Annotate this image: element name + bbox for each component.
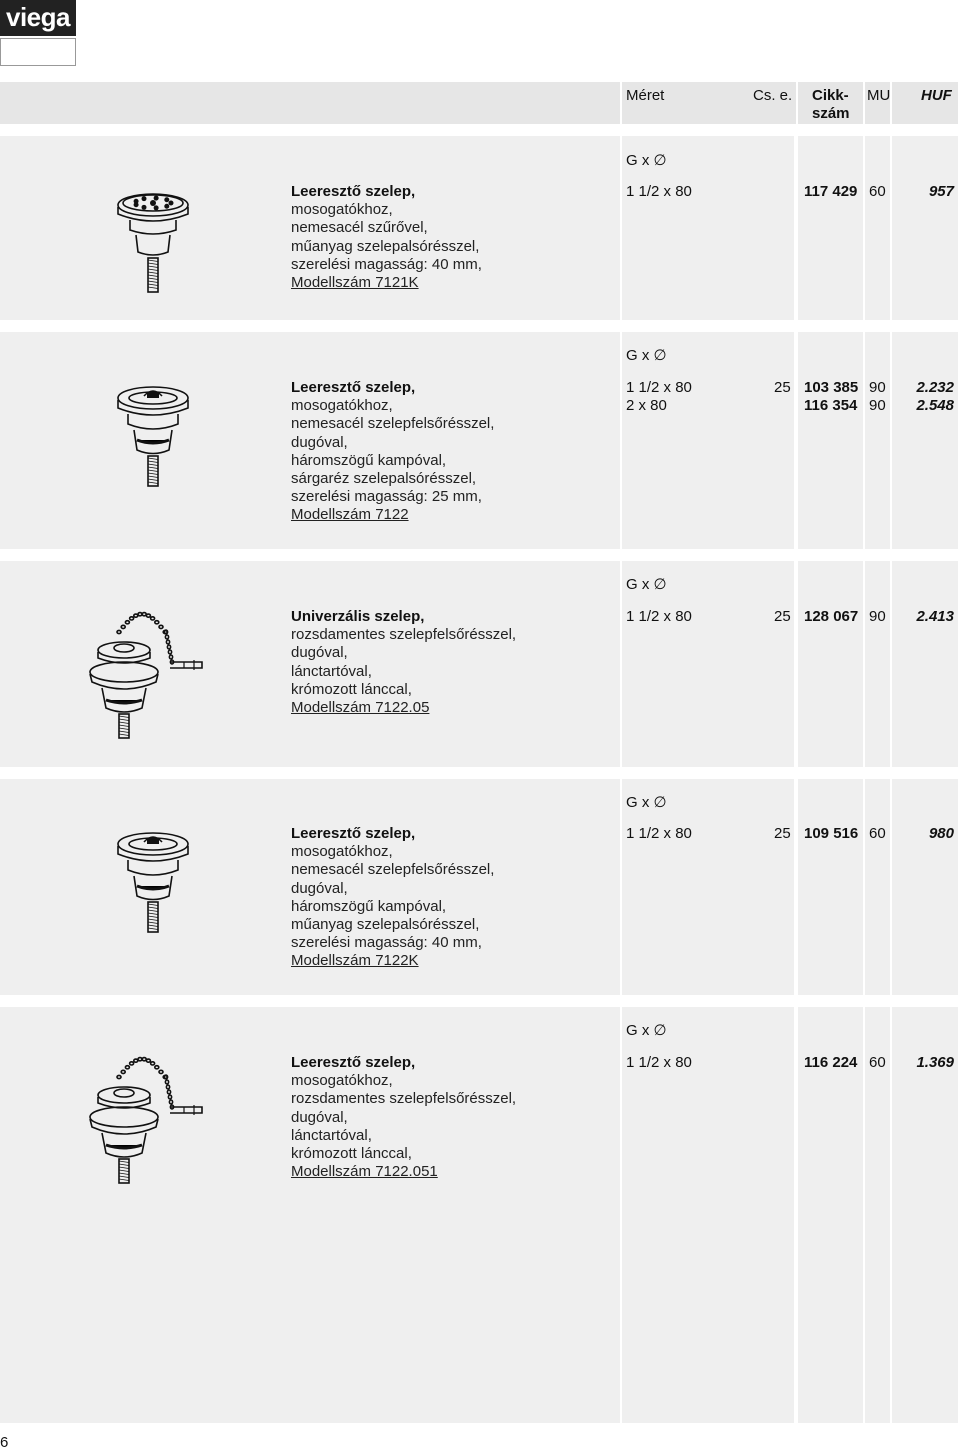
product-description [291, 608, 516, 717]
model-number-link[interactable]: Modellszám 7122K [291, 952, 419, 970]
unit-cell: 90 [869, 608, 886, 625]
size-cell: 2 x 80 [626, 397, 667, 415]
logo-placeholder-box [0, 38, 76, 66]
product-column-panel [892, 136, 958, 320]
header-pack: Cs. e. [753, 87, 793, 104]
product-spec-line: nemesacél szűrővel, [291, 219, 428, 237]
product-spec-line: rozsdamentes szelepfelsőrésszel, [291, 626, 517, 644]
product-spec-line: háromszögű kampóval, [291, 451, 447, 469]
product-column-panel [798, 779, 863, 995]
dimension-label: G x ∅ [626, 576, 667, 593]
product-title: Leeresztő szelep, [291, 183, 416, 200]
product-spec-line: rozsdamentes szelepfelsőrésszel, [291, 1090, 517, 1108]
price-cell: 1.369 [916, 1054, 954, 1071]
price-cell: 957 [928, 183, 954, 200]
product-spec-line: mosogatókhoz, [291, 1072, 393, 1090]
price-cell: 980 [928, 825, 954, 842]
header-article: Cikk- szám [812, 87, 850, 122]
product-spec-line: dugóval, [291, 433, 348, 451]
article-number-cell: 116 224 [804, 1054, 858, 1071]
product-spec-line: műanyag szelepalsórésszel, [291, 237, 480, 255]
unit-cell: 90 [869, 397, 886, 415]
unit-cell: 60 [869, 1054, 886, 1071]
product-description [291, 825, 494, 971]
price-cell: 2.413 [916, 608, 954, 625]
chain-plug-valve-icon [84, 1055, 214, 1190]
product-column-panel [798, 561, 863, 767]
product-spec-line: nemesacél szelepfelsőrésszel, [291, 861, 495, 879]
product-spec-line: lánctartóval, [291, 662, 372, 680]
product-description [291, 183, 482, 292]
plug-waste-valve-icon [108, 380, 238, 515]
product-spec-line: műanyag szelepalsórésszel, [291, 916, 480, 934]
price-cell: 2.232 [916, 379, 954, 396]
product-title: Leeresztő szelep, [291, 825, 416, 842]
product-description [291, 1054, 516, 1181]
article-number-cell: 117 429 [804, 183, 858, 200]
product-column-panel [892, 332, 958, 549]
model-number-link[interactable]: Modellszám 7122.051 [291, 1163, 438, 1181]
page-number: 6 [0, 1434, 9, 1451]
product-column-panel [865, 136, 890, 320]
product-column-panel [892, 561, 958, 767]
model-number-link[interactable]: Modellszám 7122.05 [291, 699, 430, 717]
product-column-panel [865, 561, 890, 767]
product-spec-line: dugóval, [291, 1108, 348, 1126]
chain-plug-valve-icon [84, 610, 214, 745]
strainer-waste-valve-icon [108, 180, 238, 315]
article-number-cell: 103 385 [804, 379, 859, 396]
product-spec-line: háromszögű kampóval, [291, 897, 447, 915]
product-spec-line: krómozott lánccal, [291, 1145, 412, 1163]
unit-cell: 90 [869, 379, 886, 396]
model-number-link[interactable]: Modellszám 7121K [291, 274, 419, 292]
product-spec-line: szerelési magasság: 25 mm, [291, 488, 482, 506]
product-column-panel [798, 136, 863, 320]
product-column-panel [892, 779, 958, 995]
dimension-label: G x ∅ [626, 794, 667, 811]
product-spec-line: dugóval, [291, 644, 348, 662]
product-spec-line: sárgaréz szelepalsórésszel, [291, 470, 477, 488]
product-column-panel [798, 332, 863, 549]
product-spec-line: mosogatókhoz, [291, 843, 393, 861]
product-spec-line: mosogatókhoz, [291, 397, 393, 415]
product-spec-line: dugóval, [291, 879, 348, 897]
size-cell: 1 1/2 x 80 [626, 825, 692, 842]
article-number-cell: 116 354 [804, 397, 858, 415]
product-column-panel [865, 779, 890, 995]
product-spec-line: lánctartóval, [291, 1126, 372, 1144]
size-cell: 1 1/2 x 80 [626, 1054, 692, 1071]
product-spec-line: mosogatókhoz, [291, 201, 393, 219]
product-title: Univerzális szelep, [291, 608, 425, 625]
product-column-panel [865, 332, 890, 549]
header-size: Méret [626, 87, 665, 104]
unit-cell: 60 [869, 825, 886, 842]
article-number-cell: 109 516 [804, 825, 859, 842]
pack-cell: 25 [774, 825, 791, 842]
header-separator [620, 82, 622, 124]
price-cell: 2.548 [916, 397, 954, 415]
header-unit: MU [867, 87, 891, 104]
unit-cell: 60 [869, 183, 886, 200]
product-title: Leeresztő szelep, [291, 1054, 416, 1071]
header-separator [796, 82, 798, 124]
pack-cell: 25 [774, 379, 791, 396]
article-number-cell: 128 067 [804, 608, 859, 625]
plug-waste-valve-icon [108, 826, 238, 961]
dimension-label: G x ∅ [626, 347, 667, 364]
header-separator [863, 82, 865, 124]
product-spec-line: nemesacél szelepfelsőrésszel, [291, 415, 495, 433]
product-spec-line: szerelési magasság: 40 mm, [291, 934, 482, 952]
product-spec-line: krómozott lánccal, [291, 680, 412, 698]
size-cell: 1 1/2 x 80 [626, 608, 692, 625]
product-title: Leeresztő szelep, [291, 379, 416, 396]
header-currency: HUF [921, 87, 952, 104]
product-description [291, 379, 494, 525]
pack-cell: 25 [774, 608, 791, 625]
brand-logo: viega [0, 0, 76, 36]
product-spec-line: szerelési magasság: 40 mm, [291, 255, 482, 273]
dimension-label: G x ∅ [626, 152, 667, 169]
size-cell: 1 1/2 x 80 [626, 379, 692, 396]
dimension-label: G x ∅ [626, 1022, 667, 1039]
size-cell: 1 1/2 x 80 [626, 183, 692, 200]
model-number-link[interactable]: Modellszám 7122 [291, 506, 409, 524]
